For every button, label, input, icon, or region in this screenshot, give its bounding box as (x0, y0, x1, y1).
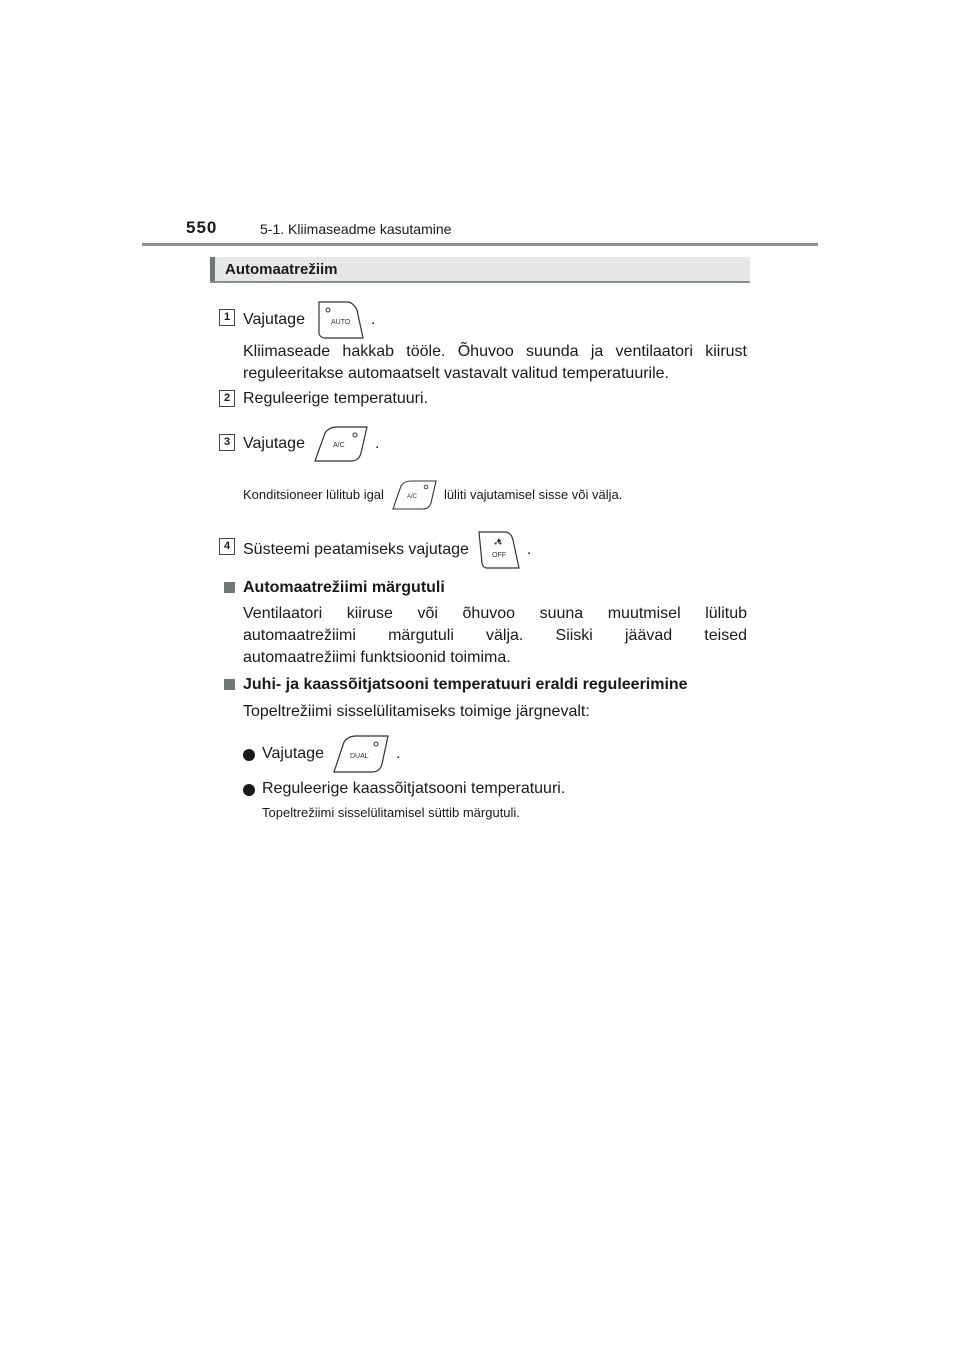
section-accent (210, 257, 215, 281)
bullet-2-text: Reguleerige kaassõitjatsooni temperatuuri. (262, 780, 566, 797)
chapter-title: 5-1. Kliimaseadme kasutamine (260, 221, 452, 237)
step-3-note (243, 478, 622, 512)
header-divider (142, 243, 818, 246)
step-1-desc-line2: reguleeritakse automaatselt vastavalt valitud temperatuurile. (243, 365, 669, 382)
round-bullet-icon (243, 749, 255, 761)
subsection-1-line2: automaatrežiimi märgutuli välja. Siiski jäävad teised (243, 627, 747, 644)
step-1-text: Vajutage (243, 311, 305, 328)
step-3-text: Vajutage (243, 435, 305, 452)
step-4-line (243, 530, 531, 570)
fan-icon (494, 538, 502, 545)
off-button-label: OFF (491, 552, 506, 559)
step-2-text: Reguleerige temperatuuri. (243, 390, 428, 407)
round-bullet-icon (243, 784, 255, 796)
step-1-suffix: . (370, 311, 376, 328)
square-bullet-icon (224, 679, 235, 690)
dual-button-icon (330, 734, 390, 774)
step-4-text: Süsteemi peatamiseks vajutage (243, 541, 469, 558)
auto-button-icon (311, 300, 365, 340)
step-number-2: 2 (219, 390, 235, 407)
ac-button-icon (311, 425, 369, 463)
step-1-desc-line1: Kliimaseade hakkab tööle. Õhuvoo suunda ja ventilaatori kiirust (243, 343, 747, 360)
step-3-note-after: lüliti vajutamisel sisse või välja. (443, 487, 623, 502)
auto-button-label: AUTO (330, 319, 351, 326)
section-title: Automaatrežiim (225, 261, 338, 278)
ac-button-small-icon (390, 479, 438, 511)
bullet-1-suffix: . (395, 745, 401, 762)
ac-button-label: A/C (332, 442, 345, 449)
step-3-line (243, 424, 379, 464)
bullet-1-line (262, 734, 400, 774)
subsection-1-title: Automaatrežiimi märgutuli (243, 579, 445, 596)
subsection-2-note: Topeltrežiimi sisselülitamisel süttib märgutuli. (262, 805, 520, 820)
step-4-suffix: . (526, 541, 532, 558)
section-header (210, 257, 750, 283)
step-3-note-before: Konditsioneer lülitub igal (243, 487, 384, 502)
square-bullet-icon (224, 582, 235, 593)
step-1-line (243, 300, 375, 340)
bullet-1-text: Vajutage (262, 745, 324, 762)
page-number: 550 (186, 218, 218, 237)
ac-button-small-label: A/C (406, 494, 417, 500)
step-number-4: 4 (219, 538, 235, 555)
dual-button-label: DUAL (349, 753, 369, 760)
step-number-1: 1 (219, 309, 235, 326)
subsection-1-line1: Ventilaatori kiiruse või õhuvoo suuna muutmisel lülitub (243, 605, 747, 622)
subsection-2-intro: Topeltrežiimi sisselülitamiseks toimige järgnevalt: (243, 703, 590, 720)
subsection-1-line3: automaatrežiimi funktsioonid toimima. (243, 649, 511, 666)
step-3-suffix: . (374, 435, 380, 452)
step-number-3: 3 (219, 434, 235, 451)
off-button-icon (475, 530, 521, 570)
subsection-2-title: Juhi- ja kaassõitjatsooni temperatuuri eraldi reguleerimine (243, 676, 688, 693)
